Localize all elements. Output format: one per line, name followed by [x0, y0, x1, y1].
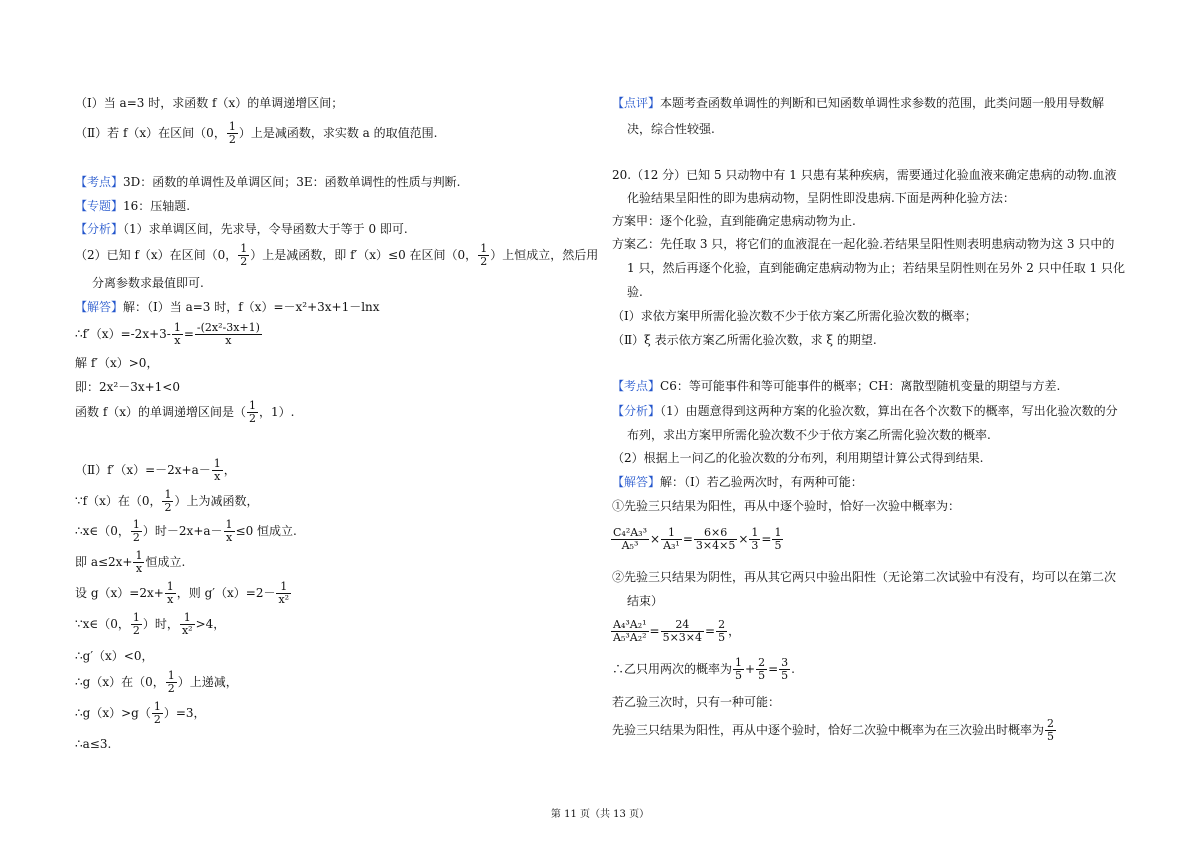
- formula-line-2: $\frac{\text{A₄³A₂¹}}{\text{A₅³A₂²}}$ = $\frac{24}{5\times 3\times 4}$ = $\frac{2}{5}$ ，: [613, 618, 741, 644]
- part2-line-9: ∴g（x）>g（ $\frac{1}{2}$ ）=3，: [75, 700, 206, 726]
- increasing-interval-line: 函数 f（x）的单调递增区间是（ $\frac{1}{2}$ ，1）.: [75, 399, 295, 425]
- formula-line-3: ∴乙只用两次的概率为 $\frac{1}{5}$ + $\frac{2}{5}$ = $\frac{3}{5}$ .: [612, 656, 795, 682]
- part2-line-5: 设 g（x）=2x+ $\frac{1}{x}$ ，则 g′（x）=2－ $\frac{1}{\text{x²}}$: [75, 580, 290, 606]
- dianping-line-1: 【点评】本题考查函数单调性的判断和已知函数单调性求参数的范围，此类问题一般用导数解: [612, 96, 1105, 110]
- fraction: $\frac{1}{2}$: [228, 120, 236, 146]
- fenxi-line-3: 分离参数求最值即可.: [92, 276, 204, 290]
- case-line-4: 若乙验三次时，只有一种可能：: [612, 695, 781, 709]
- page-footer: 第 11 页（共 13 页）: [550, 809, 650, 820]
- q20-line-4: 方案乙：先任取 3 只，将它们的血液混在一起化验.若结果呈阳性则表明患病动物为这 3 只中的: [612, 237, 1115, 251]
- part2-line-10: ∴a≤3.: [75, 737, 112, 751]
- fenxi-line-right-1: 【分析】（1）由题意得到这两种方案的化验次数，算出在各个次数下的概率，写出化验次数的分: [612, 404, 1118, 418]
- q20-line-8: （Ⅱ）ξ 表示依方案乙所需化验次数，求 ξ 的期望.: [612, 333, 877, 347]
- part2-line-7: ∴g′（x）<0，: [75, 649, 154, 663]
- q20-line-3: 方案甲：逐个化验，直到能确定患病动物为止.: [612, 214, 856, 228]
- part2-line-2: ∵f（x）在（0， $\frac{1}{2}$ ）上为减函数，: [75, 488, 259, 514]
- fenxi-line-right-3: （2）根据上一问乙的化验次数的分布列，利用期望计算公式得到结果.: [612, 451, 984, 465]
- formula-line-1: $\frac{\text{C₄²A₃³}}{\text{A₅³}}$ × $\frac{1}{\text{A₃¹}}$ = $\frac{6\times 6}{3\times 4\times 5}$ × $\frac{1}{3}$ = $\frac{1}{5}$: [613, 526, 782, 552]
- part2-line-1: （Ⅱ）f′（x）=－2x+a－ $\frac{1}{x}$ ，: [75, 457, 236, 483]
- part2-line-8: ∴g（x）在（0， $\frac{1}{2}$ ）上递减，: [75, 669, 238, 695]
- q20-line-1: 20.（12 分）已知 5 只动物中有 1 只患有某种疾病，需要通过化验血液来确定患病的动物.血液: [612, 168, 1117, 182]
- question-part-2: （Ⅱ）若 f（x）在区间（0， $\frac{1}{2}$ ）上是减函数，求实数 a 的取值范围.: [75, 120, 438, 146]
- jieda-line-right-1: 【解答】解：（Ⅰ）若乙验两次时，有两种可能：: [612, 475, 863, 489]
- fenxi-line-1: 【分析】（1）求单调区间，先求导，令导函数大于等于 0 即可.: [75, 222, 408, 236]
- case-line-5: 先验三只结果为阳性，再从中逐个验时，恰好二次验中概率为在三次验出时概率为 $\frac{2}{5}$: [612, 717, 1055, 743]
- case-line-2: ②先验三只结果为阴性，再从其它两只中验出阳性（无论第二次试验中有没有，均可以在第二次: [612, 570, 1117, 584]
- case-line-3: 结束）: [627, 594, 664, 608]
- part2-line-3: ∴x∈（0， $\frac{1}{2}$ ）时－2x+a－ $\frac{1}{x}$ ≤0 恒成立.: [75, 518, 297, 544]
- jieda-line-1: 【解答】解：（Ⅰ）当 a=3 时，f（x）=－x²+3x+1－lnx: [75, 300, 380, 314]
- fenxi-line-2: （2）已知 f（x）在区间（0， $\frac{1}{2}$ ）上是减函数，即 f′（x）≤0 在区间（0， $\frac{1}{2}$ ）上恒成立，然后用: [75, 242, 599, 268]
- solve-line-1: 解 f′（x）>0，: [75, 356, 159, 370]
- q20-line-2: 化验结果呈阳性的即为患病动物，呈阴性即没患病.下面是两种化验方法：: [627, 191, 1015, 205]
- q20-line-7: （Ⅰ）求依方案甲所需化验次数不少于依方案乙所需化验次数的概率；: [612, 309, 977, 323]
- dianping-line-2: 决，综合性较强.: [627, 122, 715, 136]
- zhuanti-line: 【专题】16：压轴题.: [75, 199, 191, 213]
- kaodian-line: 【考点】3D：函数的单调性及单调区间；3E：函数单调性的性质与判断.: [75, 175, 461, 189]
- solve-line-2: 即：2x²－3x+1<0: [75, 380, 180, 394]
- part2-line-4: 即 a≤2x+ $\frac{1}{x}$ 恒成立.: [75, 549, 186, 575]
- q20-line-6: 验.: [627, 285, 643, 299]
- derivative-line: ∴f′（x）=-2x+3- $\frac{1}{x}$ = $\frac{\text{-(2x²-3x+1)}}{x}$: [75, 321, 260, 347]
- q20-line-5: 1 只，然后再逐个化验，直到能确定患病动物为止；若结果呈阴性则在另外 2 只中任取 1 只化: [627, 261, 1125, 275]
- fenxi-line-right-2: 布列，求出方案甲所需化验次数不少于依方案乙所需化验次数的概率.: [627, 428, 991, 442]
- question-part-1: （Ⅰ）当 a=3 时，求函数 f（x）的单调递增区间；: [75, 96, 344, 110]
- kaodian-line-right: 【考点】C6：等可能事件和等可能事件的概率；CH：离散型随机变量的期望与方差.: [612, 379, 1061, 393]
- part2-line-6: ∵x∈（0， $\frac{1}{2}$ ）时， $\frac{1}{\text{x²}}$ >4，: [75, 611, 226, 637]
- case-line-1: ①先验三只结果为阳性，再从中逐个验时，恰好一次验中概率为：: [612, 499, 961, 513]
